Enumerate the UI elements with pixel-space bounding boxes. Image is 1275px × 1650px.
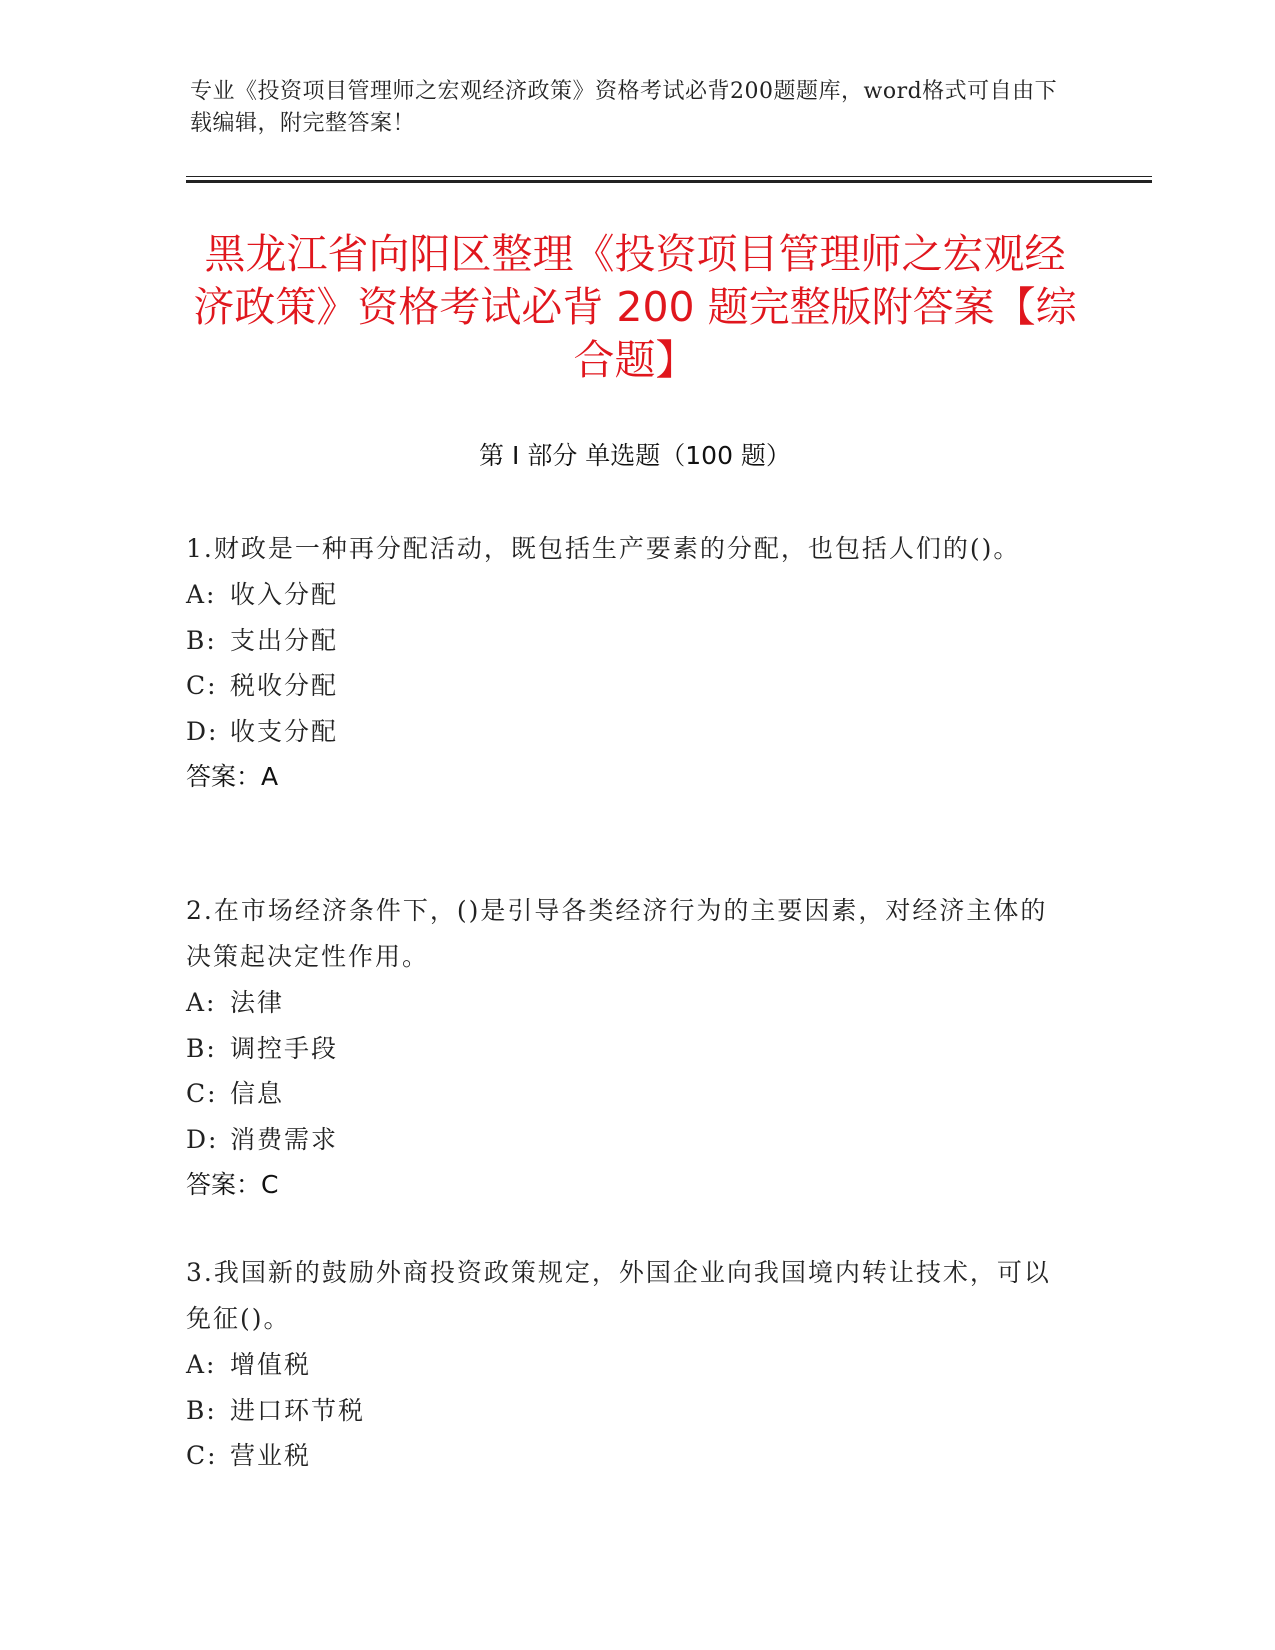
option-key: C: [186,1441,218,1470]
option-key: B: [186,1395,217,1425]
question-block [186,526,1066,800]
option-text: 收支分配 [230,716,339,746]
option-b [186,618,1066,664]
option-key: B: [186,625,217,655]
answer-line: 答案：C [186,1170,279,1199]
header-divider-thick [186,180,1152,183]
option-key: A: [186,1350,217,1379]
option-b [186,1026,1066,1072]
header-divider-thin [186,176,1152,177]
option-text: 信息 [230,1079,285,1108]
option-key: C: [186,671,218,700]
option-text: 税收分配 [230,671,339,700]
document-title: 黑龙江省向阳区整理《投资项目管理师之宏观经济政策》资格考试必背 200 题完整版附答案【综合题】 [193,230,1077,384]
option-text: 消费需求 [230,1124,339,1154]
option-a [186,980,1066,1026]
option-a [186,1342,1066,1388]
option-text: 调控手段 [230,1033,339,1063]
question-text: 2.在市场经济条件下，()是引导各类经济行为的主要因素，对经济主体的决策起决定性作用。 [186,896,1048,971]
option-key: B: [186,1033,217,1063]
option-key: A: [186,988,217,1017]
option-key: A: [186,580,217,609]
option-d [186,1117,1066,1163]
option-a [186,572,1066,618]
option-text: 收入分配 [230,580,339,609]
option-c [186,1071,1066,1117]
section-heading: 第 I 部分 单选题（100 题） [479,441,791,470]
option-text: 进口环节税 [230,1395,366,1425]
question-block [186,1250,1066,1479]
header-note: 专业《投资项目管理师之宏观经济政策》资格考试必背200题题库，word格式可自由下载编辑，附完整答案！ [190,79,1058,136]
question-text: 3.我国新的鼓励外商投资政策规定，外国企业向我国境内转让技术，可以免征()。 [186,1258,1051,1333]
option-key: D: [186,716,219,746]
question-block [186,888,1066,1208]
option-key: D: [186,1124,219,1154]
option-c [186,663,1066,709]
option-key: C: [186,1079,218,1108]
answer-line: 答案：A [186,762,279,791]
option-text: 营业税 [230,1441,312,1470]
option-text: 支出分配 [230,625,339,655]
option-text: 增值税 [230,1350,312,1379]
option-d [186,709,1066,755]
option-text: 法律 [230,988,285,1017]
option-c [186,1433,1066,1479]
option-b [186,1388,1066,1434]
question-text: 1.财政是一种再分配活动，既包括生产要素的分配，也包括人们的()。 [186,534,1021,563]
